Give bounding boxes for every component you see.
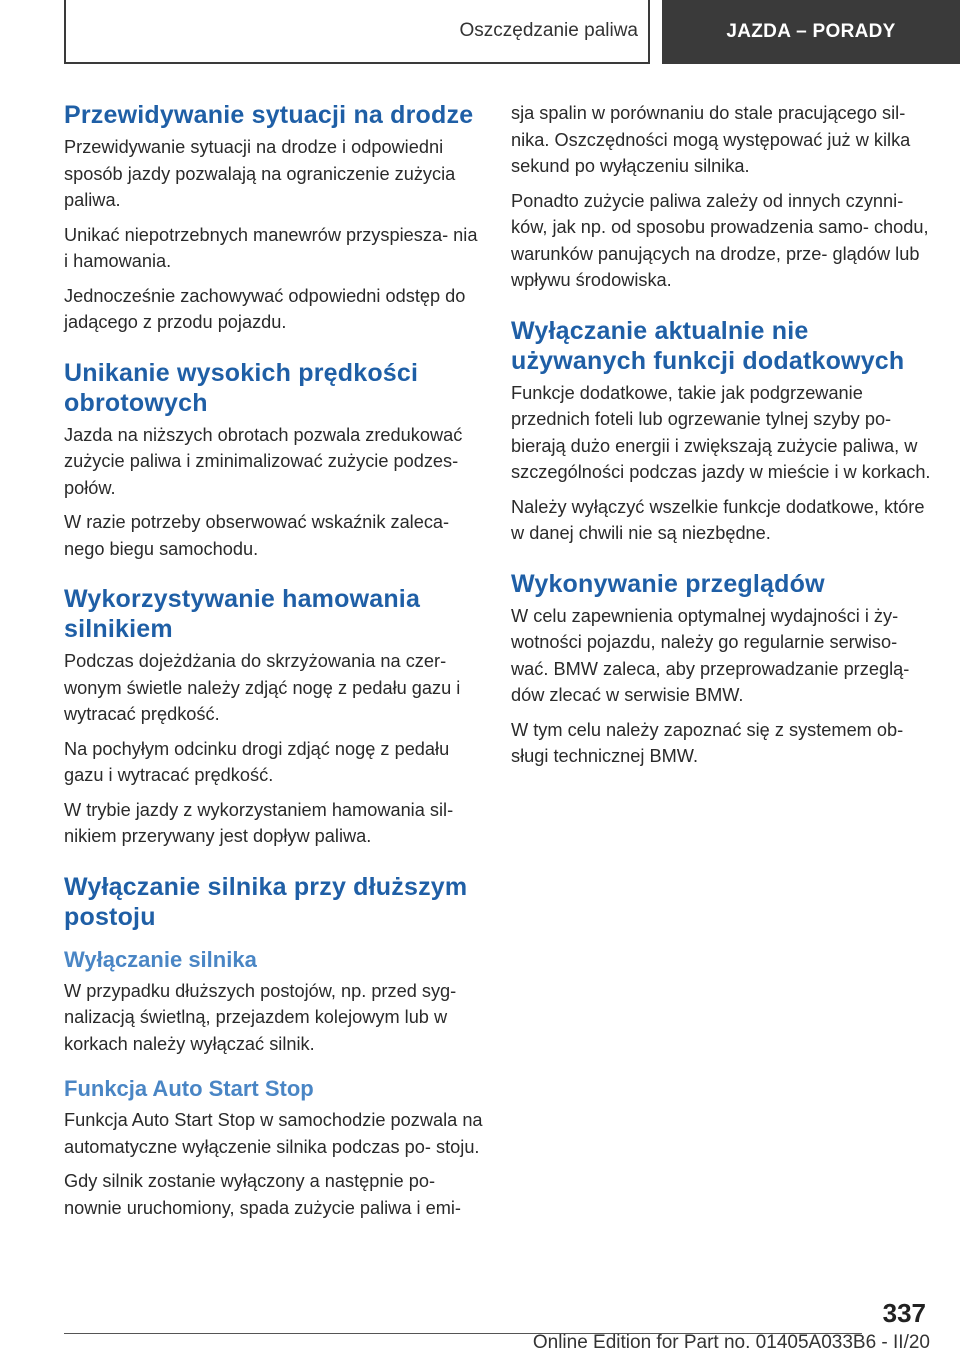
- page-number: 337: [882, 1298, 926, 1328]
- heading-disable-extra-functions: Wyłączanie aktualnie nie używanych funkcji dodatkowych: [511, 316, 905, 375]
- paragraph: Gdy silnik zostanie wyłączony a następnie po- nownie uruchomiony, spada zużycie paliwa i emi-: [64, 1171, 461, 1218]
- heading-engine-braking: Wykorzystywanie hamowania silnikiem: [64, 585, 421, 643]
- paragraph: Funkcja Auto Start Stop w samochodzie pozwala na automatyczne wyłączenie silnika podczas po- stoju.: [64, 1110, 483, 1157]
- header-chapter-tab: JAZDA – PORADY: [662, 0, 960, 64]
- heading-engine-off-long-stop: Wyłączanie silnika przy dłuższym postoju: [64, 872, 468, 931]
- paragraph: W tym celu należy zapoznać się z systemem ob- sługi technicznej BMW.: [511, 719, 904, 766]
- heading-anticipation: Przewidywanie sytuacji na drodze: [64, 101, 474, 129]
- header-section-title: Oszczędzanie paliwa: [459, 20, 638, 41]
- paragraph: Unikać niepotrzebnych manewrów przyspiesza- nia i hamowania.: [64, 224, 478, 271]
- paragraph: Funkcje dodatkowe, takie jak podgrzewanie przednich foteli lub ogrzewanie tylnej szyby po- bierają dużo energii i zwiększają zużycie paliwa, w szczególności podczas jazdy w mieście i w korkach.: [511, 382, 931, 482]
- left-column: [64, 100, 484, 1229]
- paragraph: Jazda na niższych obrotach pozwala zredukować zużycie paliwa i zminimalizować zużycie podzes- połów.: [64, 424, 463, 498]
- paragraph: sja spalin w porównaniu do stale pracującego sil- nika. Oszczędności mogą występować już w kilka sekund po wyłączeniu silnika.: [511, 103, 911, 176]
- paragraph: Przewidywanie sytuacji na drodze i odpowiedni sposób jazdy pozwalają na ograniczenie zużycia paliwa.: [64, 137, 456, 210]
- heading-service-inspections: Wykonywanie przeglądów: [511, 569, 825, 598]
- subheading-engine-off: Wyłączanie silnika: [64, 946, 257, 972]
- paragraph: Jednocześnie zachowywać odpowiedni odstęp do jadącego z przodu pojazdu.: [64, 285, 466, 332]
- footer-edition: Online Edition for Part no. 01405A033B6 - II/20: [532, 1332, 930, 1353]
- paragraph: Należy wyłączyć wszelkie funkcje dodatkowe, które w danej chwili nie są niezbędne.: [511, 496, 925, 543]
- heading-avoid-high-rpm: Unikanie wysokich prędkości obrotowych: [64, 358, 419, 417]
- paragraph: W celu zapewnienia optymalnej wydajności i ży- wotności pojazdu, należy go regularnie serwiso- wać. BMW zaleca, aby przeprowadzanie przeglą- dów zlecać w serwisie BMW.: [511, 605, 910, 705]
- paragraph: W przypadku dłuższych postojów, np. przed syg- nalizacją świetlną, przejazdem kolejowym lub w korkach należy wyłączać silnik.: [64, 980, 457, 1054]
- subheading-auto-start-stop: Funkcja Auto Start Stop: [64, 1076, 314, 1101]
- right-column: [511, 100, 931, 778]
- paragraph: Podczas dojeżdżania do skrzyżowania na czer- wonym świetle należy zdjąć nogę z pedału gazu i wytracać prędkość.: [64, 651, 461, 724]
- paragraph: W trybie jazdy z wykorzystaniem hamowania sil- nikiem przerywany jest dopływ paliwa.: [64, 799, 454, 846]
- paragraph: W razie potrzeby obserwować wskaźnik zaleca- nego biegu samochodu.: [64, 512, 450, 559]
- paragraph: Na pochyłym odcinku drogi zdjąć nogę z pedału gazu i wytracać prędkość.: [64, 738, 450, 785]
- paragraph: Ponadto zużycie paliwa zależy od innych czynni- ków, jak np. od sposobu prowadzenia samo- chodu, warunków panujących na drodze, prze- glądów lub wpływu środowiska.: [511, 190, 929, 290]
